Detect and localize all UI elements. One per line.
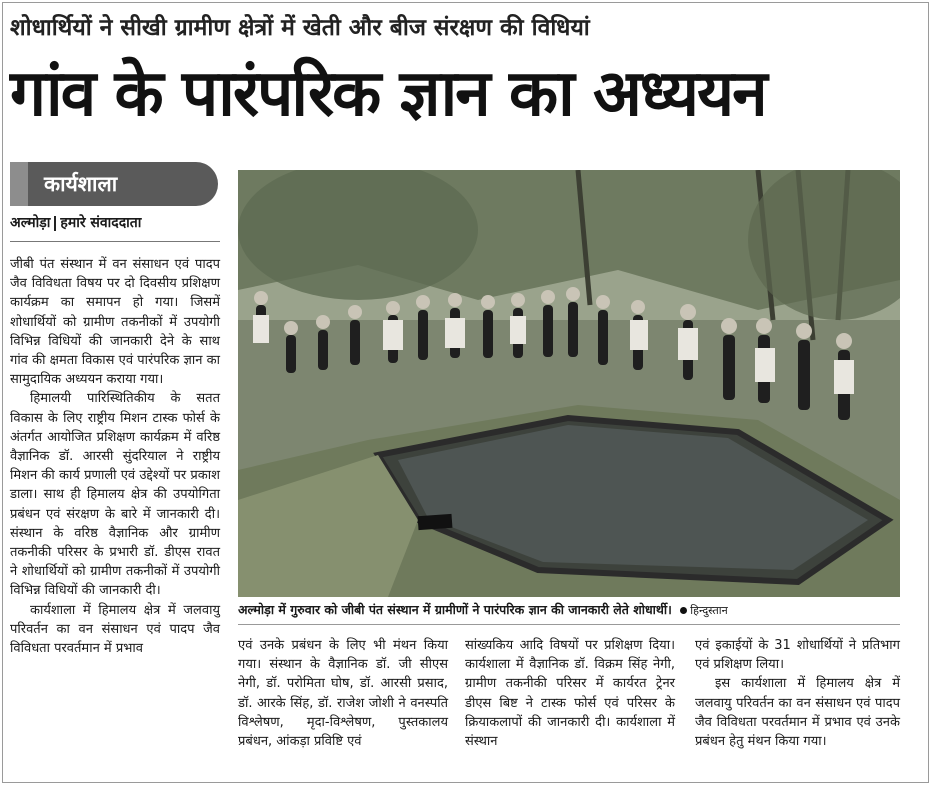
paragraph: एवं इकाईयों के 31 शोधार्थियों ने प्रतिभाग एवं प्रशिक्षण लिया। xyxy=(695,638,900,673)
credit-text: हिन्दुस्तान xyxy=(690,604,728,617)
paragraph: हिमालयी पारिस्थितिकीय के सतत विकास के लिए राष्ट्रीय मिशन टास्क फोर्स के अंतर्गत आयोजित प्रशिक्षण कार्यक्रम में वरिष्ठ वैज्ञानिक डॉ. आरसी सुंदरियाल ने राष्ट्रीय मिशन की कार्य प्रणाली एवं उद्देश्यों पर प्रकाश डाला। साथ ही हिमालय क्षेत्र की उपयोगिता प्रबंधन एवं संरक्षण के बारे में जानकारी दी। संस्थान के वरिष्ठ वैज्ञानिक और ग्रामीण तकनीकी परिसर के प्रभारी डॉ. डीएस रावत ने शोधार्थियों को ग्रामीण तकनीकों में उपयोगी विभिन्न विधियों की जानकारी दी। xyxy=(10,391,220,599)
byline-place: अल्मोड़ा xyxy=(10,215,51,231)
caption-rule xyxy=(238,624,900,625)
paragraph: जीबी पंत संस्थान में वन संसाधन एवं पादप जैव विविधता विषय पर दो दिवसीय प्रशिक्षण कार्यक्रम का समापन हो गया। जिसमें शोधार्थियों को ग्रामीण तकनीकों में उपयोगी विभिन्न विधियों की जानकारी देने के साथ गांव की क्षमता विकास एवं पारंपरिक ज्ञान का सामुदायिक अध्ययन कराया गया। xyxy=(10,257,220,388)
byline xyxy=(10,213,141,232)
section-tag-label: कार्यशाला xyxy=(44,172,118,196)
paragraph: एवं उनके प्रबंधन के लिए भी मंथन किया गया। संस्थान के वैज्ञानिक डॉ. जी सीएस नेगी, डॉ. परोमिता घोष, डॉ. आरसी प्रसाद, डॉ. आरके सिंह, डॉ. राजेश जोशी ने वनस्पति विश्लेषण, मृदा-विश्लेषण, पुस्तकालय प्रबंधन, आंकड़ा प्रविष्टि एवं xyxy=(238,638,448,750)
section-tag xyxy=(10,162,218,206)
article-column-3 xyxy=(465,636,675,751)
news-photo xyxy=(238,170,900,597)
byline-reporter: हमारे संवाददाता xyxy=(60,215,142,231)
bullet-icon xyxy=(680,607,687,614)
paragraph: कार्यशाला में हिमालय क्षेत्र में जलवायु परिवर्तन का वन संसाधन एवं पादप जैव विविधता परवर्तमान में प्रभाव xyxy=(10,602,220,657)
byline-divider xyxy=(54,216,56,231)
paragraph: सांख्यकिय आदि विषयों पर प्रशिक्षण दिया। कार्यशाला में वैज्ञानिक डॉ. विक्रम सिंह नेगी, ग्रामीण तकनीकी परिसर में कार्यरत ट्रेनर डीएस बिष्ट ने टास्क फोर्स एवं परिसर के क्रियाकलापों की जानकारी दी। कार्यशाला में संस्थान xyxy=(465,638,675,750)
article-column-2 xyxy=(238,636,448,751)
paragraph: इस कार्यशाला में हिमालय क्षेत्र में जलवायु परिवर्तन का वन संसाधन एवं पादप जैव विविधता परवर्तमान में प्रभाव एवं उनके प्रबंधन हेतु मंथन किया गया। xyxy=(695,676,900,750)
byline-rule xyxy=(10,241,220,242)
article-column-4 xyxy=(695,636,900,751)
article-column-1 xyxy=(10,255,220,658)
caption-text: अल्मोड़ा में गुरुवार को जीबी पंत संस्थान में ग्रामीणों ने पारंपरिक ज्ञान की जानकारी लेते शोधार्थी। xyxy=(238,602,672,617)
photo-credit xyxy=(676,604,727,617)
main-headline: गांव के पारंपरिक ज्ञान का अध्ययन xyxy=(10,57,766,131)
photo-illustration xyxy=(238,170,900,597)
kicker-headline: शोधार्थियों ने सीखी ग्रामीण क्षेत्रों में खेती और बीज संरक्षण की विधियां xyxy=(10,15,590,41)
photo-caption xyxy=(238,601,900,618)
